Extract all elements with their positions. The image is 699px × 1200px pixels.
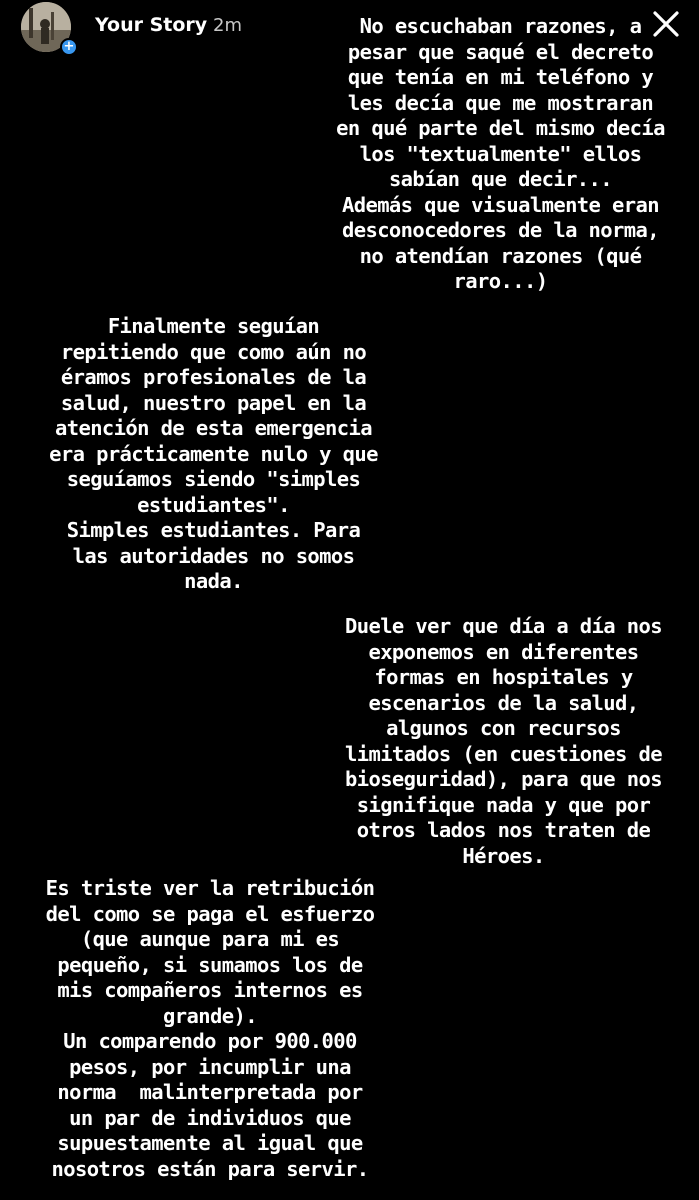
text-line: escenarios de la salud, bbox=[368, 690, 639, 715]
text-line: pesar que saqué el decreto bbox=[347, 39, 654, 64]
text-line: formas en hospitales y bbox=[374, 665, 633, 689]
text-line: del como se paga el esfuerzo bbox=[45, 901, 375, 926]
text-line: supuestamente al igual que bbox=[57, 1131, 363, 1155]
text-line: no atendían razones (qué bbox=[359, 243, 642, 268]
text-line: Un comparendo por 900.000 bbox=[63, 1029, 357, 1053]
text-line: signifique nada y que por bbox=[356, 792, 651, 817]
text-line: No escuchaban razones, a bbox=[359, 14, 642, 38]
text-line: pesos, por incumplir una bbox=[69, 1054, 351, 1079]
story-text-block-4 bbox=[0, 876, 420, 1182]
text-line: Es triste ver la retribución bbox=[45, 876, 375, 900]
story-owner-name[interactable]: Your Story bbox=[95, 14, 208, 36]
text-line: salud, nuestro papel en la bbox=[60, 390, 367, 415]
text-line: grande). bbox=[163, 1003, 257, 1028]
text-line: en qué parte del mismo decía bbox=[336, 116, 665, 140]
text-line: nada. bbox=[184, 569, 243, 593]
text-line: otros lados nos traten de bbox=[356, 818, 651, 842]
text-line: estudiantes". bbox=[137, 492, 290, 517]
text-line: pequeño, si sumamos los de bbox=[57, 952, 363, 977]
text-line: repitiendo que como aún no bbox=[60, 339, 367, 364]
text-line: que tenía en mi teléfono y bbox=[347, 65, 654, 89]
text-line: los "textualmente" ellos bbox=[359, 141, 642, 166]
text-line: Duele ver que día a día nos bbox=[344, 614, 663, 638]
text-line: nosotros están para servir. bbox=[51, 1156, 369, 1181]
story-text-block-1 bbox=[302, 14, 699, 295]
text-line: norma malinterpretada por bbox=[57, 1080, 363, 1104]
text-line: raro...) bbox=[453, 269, 548, 293]
text-line: Además que visualmente eran bbox=[341, 192, 660, 217]
text-line: algunos con recursos bbox=[386, 716, 621, 740]
text-line: sabían que decir... bbox=[388, 167, 613, 191]
text-line: (que aunque para mi es bbox=[80, 927, 340, 951]
text-line: éramos profesionales de la bbox=[60, 365, 367, 389]
text-line: atención de esta emergencia bbox=[54, 416, 373, 440]
text-line: era prácticamente nulo y que bbox=[49, 441, 378, 466]
text-line: un par de individuos que bbox=[69, 1105, 351, 1130]
text-line: Héroes. bbox=[462, 843, 545, 868]
story-text-block-3 bbox=[308, 614, 699, 869]
text-line: bioseguridad), para que nos bbox=[344, 767, 663, 791]
text-line: Finalmente seguían bbox=[107, 314, 320, 338]
plus-icon: + bbox=[63, 39, 75, 54]
text-line: las autoridades no somos bbox=[72, 543, 355, 568]
text-line: seguíamos siendo "simples bbox=[66, 467, 361, 491]
text-line: exponemos en diferentes bbox=[368, 639, 639, 664]
text-line: limitados (en cuestiones de bbox=[344, 741, 663, 766]
story-text-block-2 bbox=[0, 314, 427, 595]
text-line: les decía que me mostraran bbox=[347, 90, 654, 115]
text-line: Simples estudiantes. Para bbox=[66, 518, 361, 542]
add-story-badge[interactable] bbox=[60, 38, 78, 56]
story-timestamp: 2m bbox=[213, 15, 242, 36]
text-line: mis compañeros internos es bbox=[57, 978, 363, 1002]
text-line: desconocedores de la norma, bbox=[341, 218, 660, 242]
